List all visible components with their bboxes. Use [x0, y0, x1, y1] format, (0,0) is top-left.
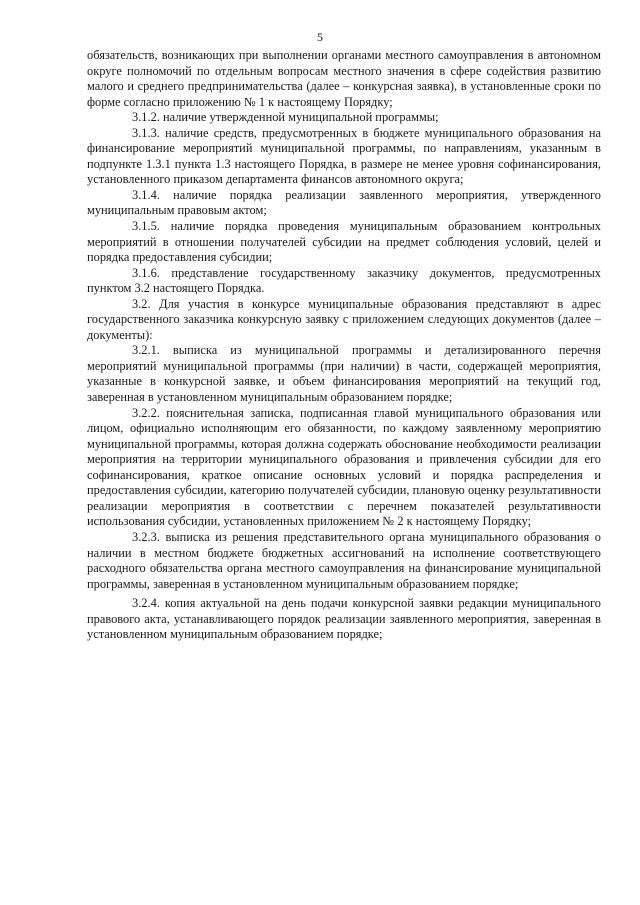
- page-number: 5: [317, 30, 323, 44]
- paragraph-3-1-3: 3.1.3. наличие средств, предусмотренных в бюджете муниципального образования на финансирование мероприятий муниципальной программы, по направлениям, указанным в подпункте 1.3.1 пункта 1.3 настоящего Порядка, в размере не менее уровня софинансирования, установленного приказом департамента финансов автономного округа;: [87, 125, 601, 187]
- paragraph-3-1-2: 3.1.2. наличие утвержденной муниципальной программы;: [132, 110, 439, 125]
- paragraph-3-1-5: 3.1.5. наличие порядка проведения муниципальным образованием контрольных мероприятий в отношении получателей субсидии на предмет соблюдения условий, целей и порядка предоставления субсидии;: [87, 219, 601, 265]
- paragraph-3-2-3: 3.2.3. выписка из решения представительного органа муниципального образования о наличии в местном бюджете бюджетных ассигнований на исполнение соответствующего расходного обязательства органа местного самоуправления на финансирование муниципальной программы, заверенная в установленном муниципальным образованием порядке;: [87, 529, 601, 591]
- document-body: [87, 48, 601, 643]
- paragraph-3-1-4: 3.1.4. наличие порядка реализации заявленного мероприятия, утвержденного муниципальным правовым актом;: [87, 187, 601, 218]
- paragraph-continuation: обязательств, возникающих при выполнении органами местного самоуправления в автономном округе полномочий по отдельным вопросам местного значения в сфере содействия развитию малого и среднего предпринимательства (далее – конкурсная заявка), в установленные сроки по форме согласно приложению № 1 к настоящему Порядку;: [87, 48, 601, 109]
- paragraph-3-2-4: 3.2.4. копия актуальной на день подачи конкурсной заявки редакции муниципального правового акта, устанавливающего порядок реализации заявленного мероприятия, заверенная в установленном муниципальным образованием порядке;: [87, 596, 601, 642]
- paragraph-3-2-2: 3.2.2. пояснительная записка, подписанная главой муниципального образования или лицом, официально исполняющим его обязанности, по каждому заявленному мероприятию муниципальной программы, которая должна содержать обоснование необходимости реализации мероприятия на территории муниципального образования и привлечения субсидии для его софинансирования, краткое описание основных условий и порядка распределения и предоставления субсидии, категорию получателей субсидии, плановую оценку результативности реализации мероприятия в соответствии с перечнем показателей результативности использования субсидии, установленных приложением № 2 к настоящему Порядку;: [87, 405, 601, 529]
- paragraph-3-1-6: 3.1.6. представление государственному заказчику документов, предусмотренных пунктом 3.2 настоящего Порядка.: [87, 265, 601, 296]
- paragraph-3-2-1: 3.2.1. выписка из муниципальной программы и детализированного перечня мероприятий муниципальной программы (при наличии) в части, содержащей мероприятия, указанные в конкурсной заявке, и объем финансирования мероприятий на текущий год, заверенная в установленном муниципальным образованием порядке;: [87, 343, 601, 405]
- paragraph-3-2: 3.2. Для участия в конкурсе муниципальные образования представляют в адрес государственного заказчика конкурсную заявку с приложением следующих документов (далее – документы):: [87, 296, 601, 342]
